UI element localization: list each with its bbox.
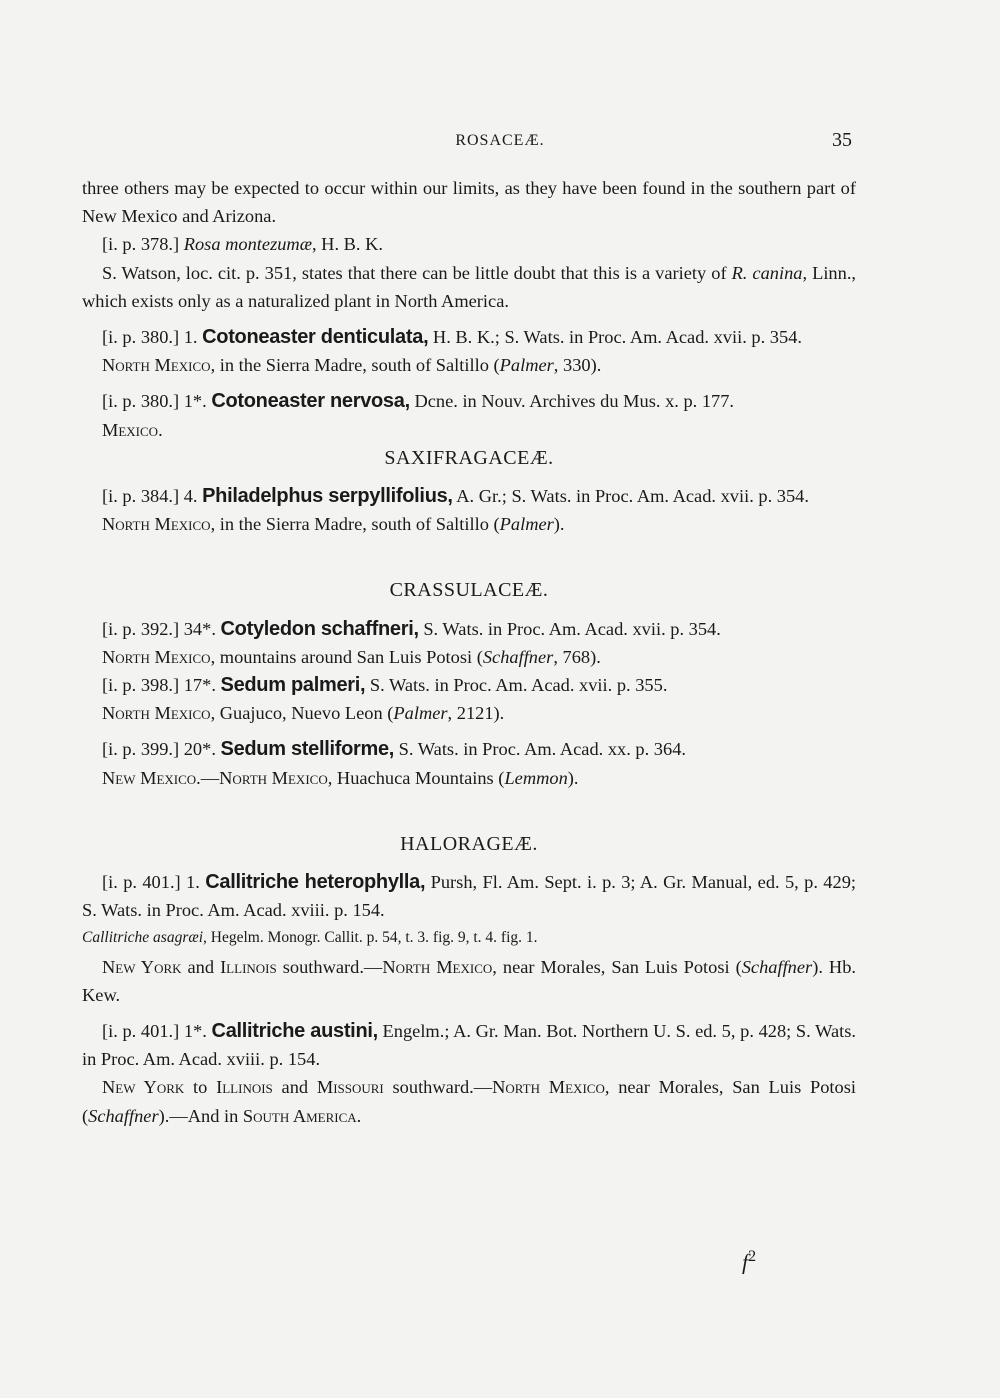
species-name: Rosa montezumæ xyxy=(183,234,312,255)
distribution: North Mexico, Guajuco, Nuevo Leon (Palmer, 2121). xyxy=(102,703,505,724)
rosaceae-intro: three others may be expected to occur within our limits, as they have been found in the southern part of New Mexico and Arizona. xyxy=(82,178,856,227)
synonym: Callitriche asagræi, Hegelm. Monogr. Callit. p. 54, t. 3. fig. 9, t. 4. fig. 1. xyxy=(82,929,538,947)
entry-cotoneaster-nervosa: [i. p. 380.] 1*. Cotoneaster nervosa, Dcne. in Nouv. Archives du Mus. x. p. 177. xyxy=(102,390,735,413)
entry-cotyledon: [i. p. 392.] 34*. Cotyledon schaffneri, S. Wats. in Proc. Am. Acad. xvii. p. 354. xyxy=(102,617,721,640)
rosa-note: S. Watson, loc. cit. p. 351, states that there can be little doubt that this is a variety of R. canina, Linn., which exists only as a naturalized plant in North America. xyxy=(82,262,857,311)
entry-callitriche-austini: [i. p. 401.] 1*. Callitriche austini, Engelm.; A. Gr. Man. Bot. Northern U. S. ed. 5, p. 428; S. Wats. in Proc. Am. Acad. xviii. p. 154. xyxy=(82,1020,856,1070)
species-name: Sedum stelliforme, xyxy=(220,738,395,761)
entry-rosa: [i. p. 378.] Rosa montezumæ, H. B. K. xyxy=(102,234,383,255)
entry-sedum-stelliforme: [i. p. 399.] 20*. Sedum stelliforme, S. Wats. in Proc. Am. Acad. xx. p. 364. xyxy=(102,738,686,761)
page-body xyxy=(82,174,856,1130)
entry-callitriche-heterophylla: [i. p. 401.] 1. Callitriche heterophylla, Pursh, Fl. Am. Sept. i. p. 3; A. Gr. Manual, ed. 5, p. 429; S. Wats. in Proc. Am. Acad. xviii. p. 154. xyxy=(82,871,857,921)
page-number: 35 xyxy=(832,129,852,151)
species-name: Philadelphus serpyllifolius, xyxy=(202,485,453,508)
signature-mark: $f^2$ xyxy=(742,1248,757,1275)
entry-sedum-palmeri: [i. p. 398.] 17*. Sedum palmeri, S. Wats. in Proc. Am. Acad. xvii. p. 355. xyxy=(102,674,668,697)
species-name: Cotoneaster nervosa, xyxy=(211,390,410,413)
family-heading-haloragaceae: HALORAGEÆ. xyxy=(400,832,538,855)
species-name: Cotoneaster denticulata, xyxy=(202,326,429,349)
entry-philadelphus: [i. p. 384.] 4. Philadelphus serpyllifolius, A. Gr.; S. Wats. in Proc. Am. Acad. xvii. p. 354. xyxy=(102,485,809,508)
distribution: New York and Illinois southward.—North Mexico, near Morales, San Luis Potosi (Schaffner). Hb. Kew. xyxy=(82,956,856,1005)
family-heading-crassulaceae: CRASSULACEÆ. xyxy=(389,579,549,602)
distribution: North Mexico, mountains around San Luis Potosi (Schaffner, 768). xyxy=(102,646,601,667)
distribution: North Mexico, in the Sierra Madre, south of Saltillo (Palmer, 330). xyxy=(102,355,602,376)
distribution: Mexico. xyxy=(102,419,163,440)
family-heading-saxifragaceae: SAXIFRAGACEÆ. xyxy=(384,446,554,469)
running-title: ROSACEÆ. xyxy=(455,132,545,149)
distribution: New York to Illinois and Missouri southward.—North Mexico, near Morales, San Luis Potosi (Schaffner).—And in South America. xyxy=(82,1077,856,1126)
entry-cotoneaster-denticulata: [i. p. 380.] 1. Cotoneaster denticulata, H. B. K.; S. Wats. in Proc. Am. Acad. xvii. p. 354. xyxy=(102,326,802,349)
species-name: Callitriche heterophylla, xyxy=(205,871,426,894)
species-name: Cotyledon schaffneri, xyxy=(220,617,419,640)
species-name: Sedum palmeri, xyxy=(220,674,366,697)
distribution: North Mexico, in the Sierra Madre, south of Saltillo (Palmer). xyxy=(102,514,565,535)
species-name: Callitriche austini, xyxy=(211,1020,378,1043)
distribution: New Mexico.—North Mexico, Huachuca Mountains (Lemmon). xyxy=(102,767,579,788)
